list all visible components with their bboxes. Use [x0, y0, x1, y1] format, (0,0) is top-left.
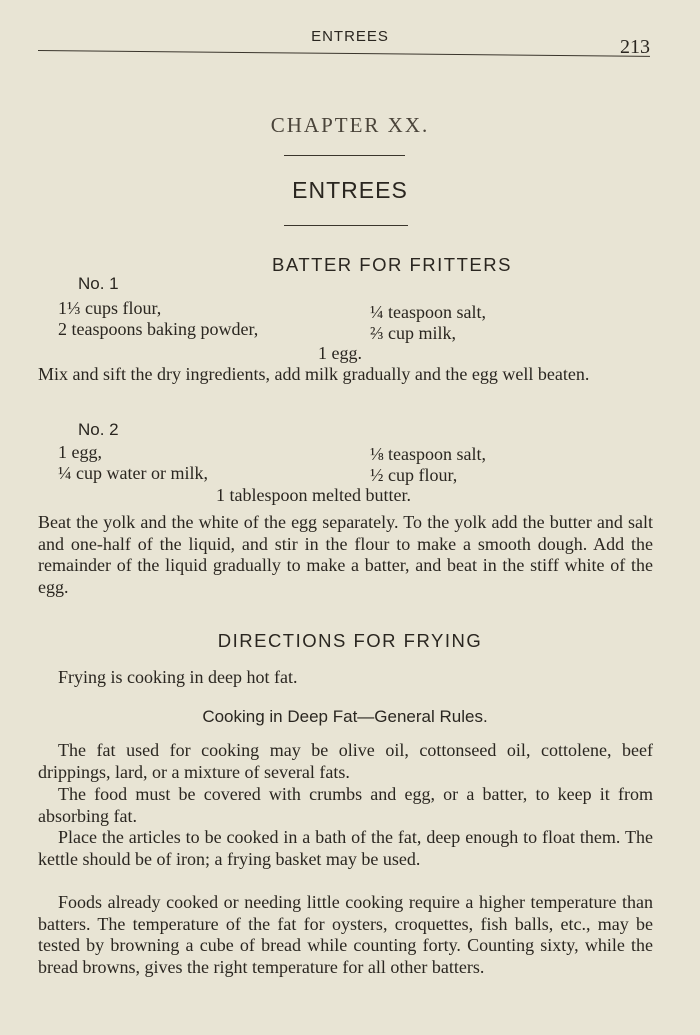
ingredient-line: 1 tablespoon melted butter. — [216, 485, 411, 505]
rule-paragraph: The fat used for cooking may be olive oil, cottonseed oil, cottolene, beef drippings, lard, or a mixture of several fats. — [38, 740, 653, 782]
ingredient-line: ⅛ teaspoon salt, — [370, 444, 486, 464]
ingredient-line: ½ cup flour, — [370, 465, 458, 485]
ingredient-line: 1⅓ cups flour, — [58, 298, 162, 318]
page-number: 213 — [620, 36, 650, 58]
section-heading-frying: DIRECTIONS FOR FRYING — [217, 630, 483, 651]
recipe-label-no1: No. 1 — [78, 274, 119, 293]
method-paragraph: Mix and sift the dry ingredients, add milk gradually and the egg well beaten. — [38, 364, 590, 384]
ingredient-line: ¼ teaspoon salt, — [370, 302, 486, 322]
chapter-title: ENTREES — [292, 177, 408, 203]
section-heading-batter: BATTER FOR FRITTERS — [272, 254, 512, 275]
frying-intro: Frying is cooking in deep hot fat. — [58, 667, 298, 687]
rule-paragraph: The food must be covered with crumbs and egg, or a batter, to keep it from absorbing fat. — [38, 784, 653, 826]
ingredient-line: 2 teaspoons baking powder, — [58, 319, 259, 339]
ingredient-line: ¼ cup water or milk, — [58, 463, 208, 483]
header-rule — [38, 50, 650, 57]
rule-paragraph: Place the articles to be cooked in a bath of the fat, deep enough to float them. The kettle should be of iron; a frying basket may be used. — [38, 827, 653, 869]
chapter-rule-top — [284, 155, 405, 156]
ingredient-line: ⅔ cup milk, — [370, 323, 456, 343]
recipe-label-no2: No. 2 — [78, 420, 119, 439]
rules-subheading: Cooking in Deep Fat—General Rules. — [202, 707, 488, 726]
chapter-rule-bottom — [284, 225, 408, 226]
ingredient-line: 1 egg. — [318, 343, 362, 363]
running-head: ENTREES — [311, 28, 389, 45]
chapter-label: CHAPTER XX. — [270, 113, 430, 137]
method-paragraph: Beat the yolk and the white of the egg separately. To the yolk add the butter and salt and one-half of the liquid, and stir in the flour to make a smooth dough. Add the remainder of the liquid gradually to make a batter, and beat in the stiff white of the egg. — [38, 512, 653, 597]
rule-paragraph: Foods already cooked or needing little cooking require a higher temperature than batters. The temperature of the fat for oysters, croquettes, fish balls, etc., may be tested by browning a cube of bread while counting forty. Counting sixty, while the bread browns, gives the right temperature for all other batters. — [38, 892, 653, 977]
ingredient-line: 1 egg, — [58, 442, 102, 462]
